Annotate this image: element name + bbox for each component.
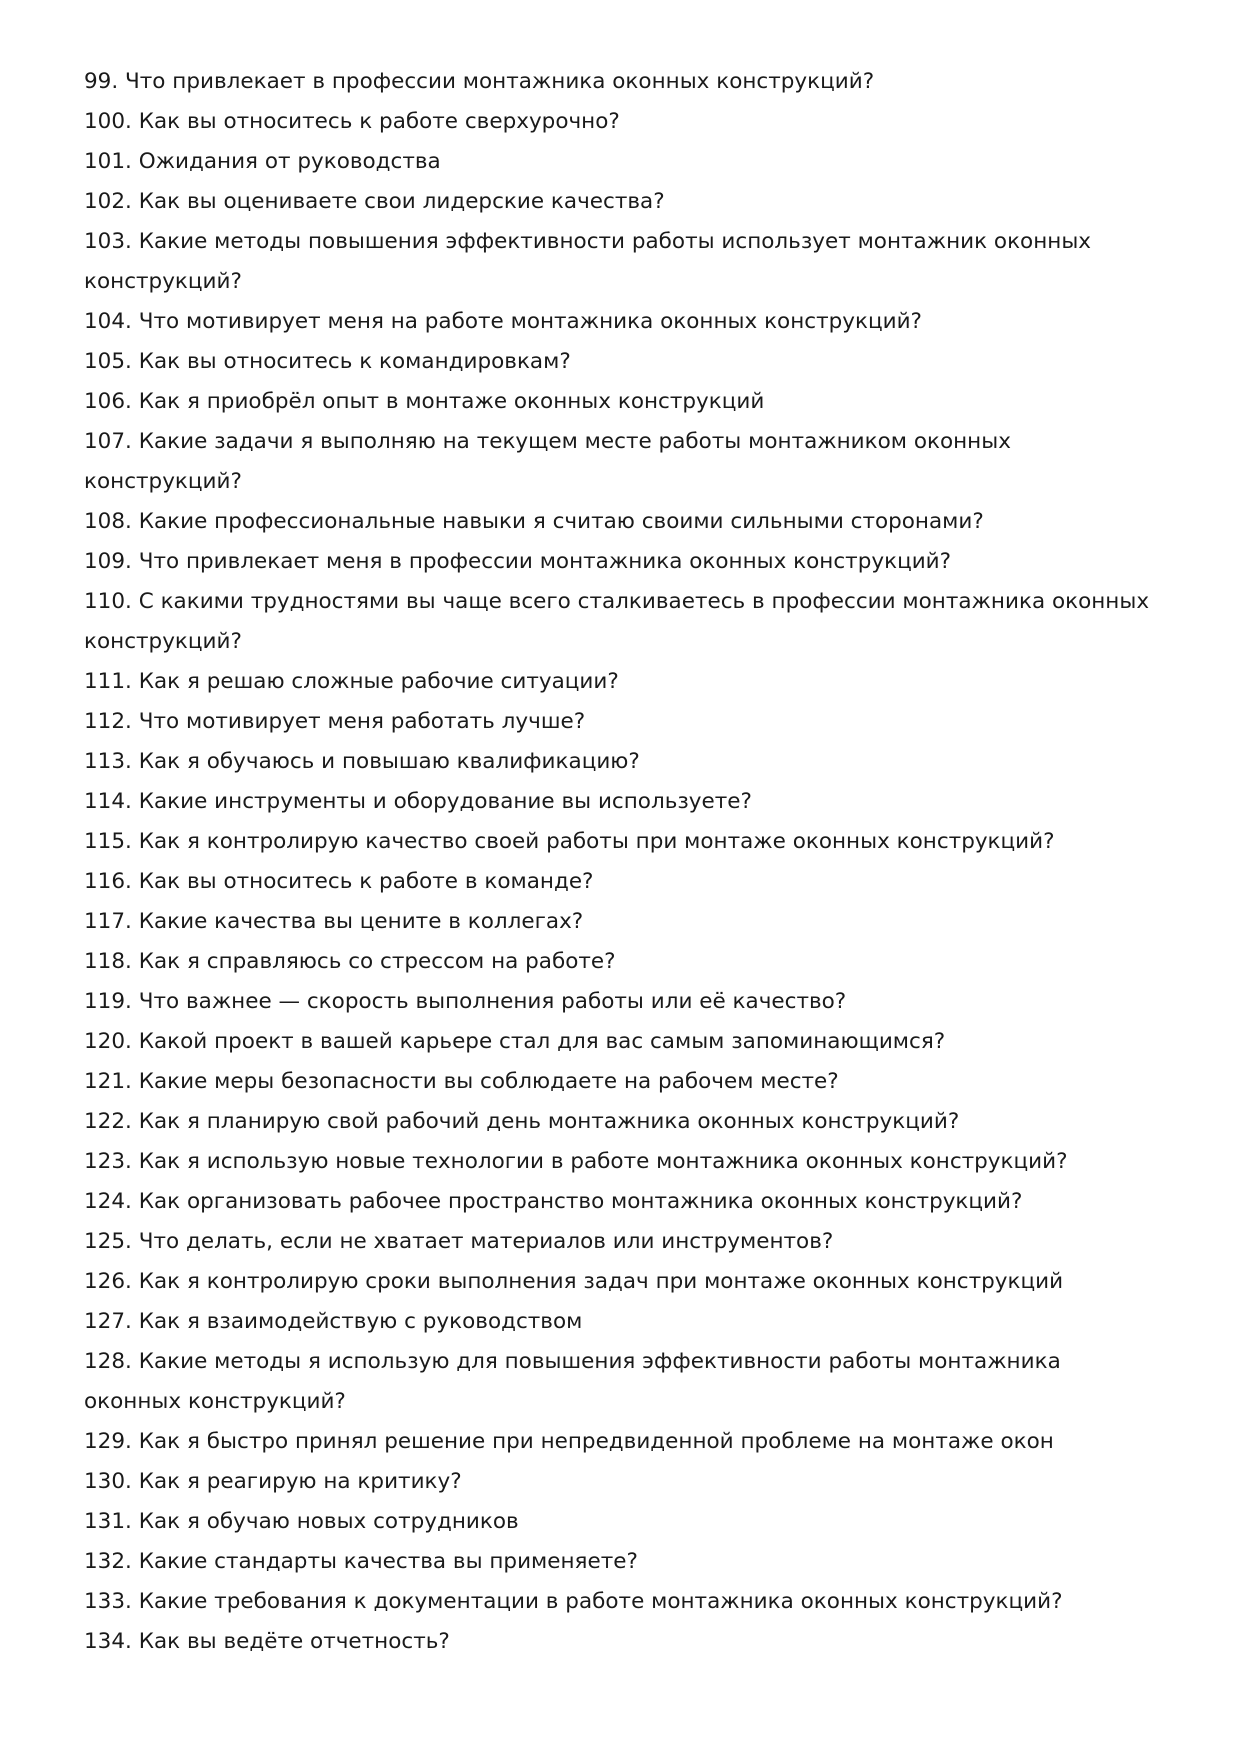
question-text: Что мотивирует меня работать лучше? xyxy=(138,709,586,734)
list-item xyxy=(84,222,1164,302)
question-number: 114. xyxy=(84,789,132,814)
list-item xyxy=(84,902,1164,942)
list-item xyxy=(84,1582,1164,1622)
question-number: 113. xyxy=(84,749,132,774)
question-text: Какой проект в вашей карьере стал для вас самым запоминающимся? xyxy=(138,1029,946,1054)
list-item xyxy=(84,1622,1164,1662)
list-item xyxy=(84,1502,1164,1542)
question-text: Как я обучаюсь и повышаю квалификацию? xyxy=(138,749,640,774)
list-item xyxy=(84,1222,1164,1262)
question-number: 127. xyxy=(84,1309,132,1334)
list-item xyxy=(84,662,1164,702)
question-number: 115. xyxy=(84,829,132,854)
question-text: Как я контролирую сроки выполнения задач при монтаже оконных конструкций xyxy=(138,1269,1064,1294)
list-item xyxy=(84,1102,1164,1142)
question-number: 126. xyxy=(84,1269,132,1294)
question-text: Какие качества вы цените в коллегах? xyxy=(138,909,584,934)
list-item xyxy=(84,862,1164,902)
question-number: 124. xyxy=(84,1189,132,1214)
question-number: 103. xyxy=(84,229,132,254)
question-number: 101. xyxy=(84,149,132,174)
question-text: Какие профессиональные навыки я считаю своими сильными сторонами? xyxy=(138,509,984,534)
question-text: Что привлекает меня в профессии монтажника оконных конструкций? xyxy=(138,549,952,574)
question-text: Какие методы я использую для повышения эффективности работы монтажника оконных конструкций? xyxy=(84,1349,1061,1414)
question-text: Как я приобрёл опыт в монтаже оконных конструкций xyxy=(138,389,765,414)
question-text: Как вы относитесь к командировкам? xyxy=(138,349,571,374)
question-text: Что важнее — скорость выполнения работы или её качество? xyxy=(138,989,847,1014)
question-number: 102. xyxy=(84,189,132,214)
question-number: 116. xyxy=(84,869,132,894)
question-text: Как я взаимодействую с руководством xyxy=(138,1309,583,1334)
list-item xyxy=(84,982,1164,1022)
question-text: Какие инструменты и оборудование вы используете? xyxy=(138,789,752,814)
question-text: Как я использую новые технологии в работе монтажника оконных конструкций? xyxy=(138,1149,1068,1174)
question-text: Какие требования к документации в работе монтажника оконных конструкций? xyxy=(138,1589,1063,1614)
question-number: 106. xyxy=(84,389,132,414)
document-page xyxy=(84,62,1164,1662)
list-item xyxy=(84,782,1164,822)
question-text: Как я быстро принял решение при непредвиденной проблеме на монтаже окон xyxy=(138,1429,1054,1454)
question-text: Как я решаю сложные рабочие ситуации? xyxy=(138,669,619,694)
question-list xyxy=(84,62,1164,1662)
question-text: Как я планирую свой рабочий день монтажника оконных конструкций? xyxy=(138,1109,960,1134)
question-number: 99. xyxy=(84,69,119,94)
list-item xyxy=(84,822,1164,862)
list-item xyxy=(84,1262,1164,1302)
list-item xyxy=(84,742,1164,782)
list-item xyxy=(84,382,1164,422)
question-number: 111. xyxy=(84,669,132,694)
question-text: Ожидания от руководства xyxy=(138,149,441,174)
question-number: 117. xyxy=(84,909,132,934)
question-number: 132. xyxy=(84,1549,132,1574)
list-item xyxy=(84,502,1164,542)
question-number: 134. xyxy=(84,1629,132,1654)
list-item xyxy=(84,102,1164,142)
question-number: 104. xyxy=(84,309,132,334)
question-number: 123. xyxy=(84,1149,132,1174)
question-number: 109. xyxy=(84,549,132,574)
list-item xyxy=(84,302,1164,342)
list-item xyxy=(84,1142,1164,1182)
list-item xyxy=(84,142,1164,182)
question-text: Какие стандарты качества вы применяете? xyxy=(138,1549,638,1574)
list-item xyxy=(84,1462,1164,1502)
question-text: Какие задачи я выполняю на текущем месте работы монтажником оконных конструкций? xyxy=(84,429,1011,494)
question-number: 131. xyxy=(84,1509,132,1534)
question-number: 128. xyxy=(84,1349,132,1374)
question-text: Что мотивирует меня на работе монтажника оконных конструкций? xyxy=(138,309,922,334)
list-item xyxy=(84,542,1164,582)
question-number: 129. xyxy=(84,1429,132,1454)
question-text: Как вы оцениваете свои лидерские качества? xyxy=(138,189,665,214)
question-number: 130. xyxy=(84,1469,132,1494)
list-item xyxy=(84,942,1164,982)
question-text: Что привлекает в профессии монтажника оконных конструкций? xyxy=(125,69,875,94)
question-text: Как вы относитесь к работе сверхурочно? xyxy=(138,109,620,134)
question-number: 121. xyxy=(84,1069,132,1094)
list-item xyxy=(84,1342,1164,1422)
list-item xyxy=(84,342,1164,382)
question-number: 108. xyxy=(84,509,132,534)
question-number: 110. xyxy=(84,589,132,614)
question-number: 105. xyxy=(84,349,132,374)
question-number: 107. xyxy=(84,429,132,454)
list-item xyxy=(84,62,1164,102)
list-item xyxy=(84,1302,1164,1342)
question-number: 122. xyxy=(84,1109,132,1134)
list-item xyxy=(84,702,1164,742)
list-item xyxy=(84,422,1164,502)
list-item xyxy=(84,1422,1164,1462)
question-number: 120. xyxy=(84,1029,132,1054)
question-text: Как вы относитесь к работе в команде? xyxy=(138,869,594,894)
question-text: Как я контролирую качество своей работы при монтаже оконных конструкций? xyxy=(138,829,1055,854)
question-number: 119. xyxy=(84,989,132,1014)
question-text: С какими трудностями вы чаще всего сталкиваетесь в профессии монтажника оконных конструкций? xyxy=(84,589,1150,654)
question-text: Что делать, если не хватает материалов или инструментов? xyxy=(138,1229,834,1254)
question-number: 118. xyxy=(84,949,132,974)
question-number: 125. xyxy=(84,1229,132,1254)
list-item xyxy=(84,1542,1164,1582)
question-text: Как я обучаю новых сотрудников xyxy=(138,1509,519,1534)
list-item xyxy=(84,182,1164,222)
list-item xyxy=(84,582,1164,662)
question-text: Как я реагирую на критику? xyxy=(138,1469,462,1494)
question-text: Как я справляюсь со стрессом на работе? xyxy=(138,949,616,974)
list-item xyxy=(84,1022,1164,1062)
question-text: Какие методы повышения эффективности работы использует монтажник оконных конструкций? xyxy=(84,229,1092,294)
question-text: Как организовать рабочее пространство монтажника оконных конструкций? xyxy=(138,1189,1023,1214)
question-number: 112. xyxy=(84,709,132,734)
question-text: Какие меры безопасности вы соблюдаете на рабочем месте? xyxy=(138,1069,839,1094)
question-text: Как вы ведёте отчетность? xyxy=(138,1629,450,1654)
question-number: 100. xyxy=(84,109,132,134)
list-item xyxy=(84,1062,1164,1102)
list-item xyxy=(84,1182,1164,1222)
question-number: 133. xyxy=(84,1589,132,1614)
